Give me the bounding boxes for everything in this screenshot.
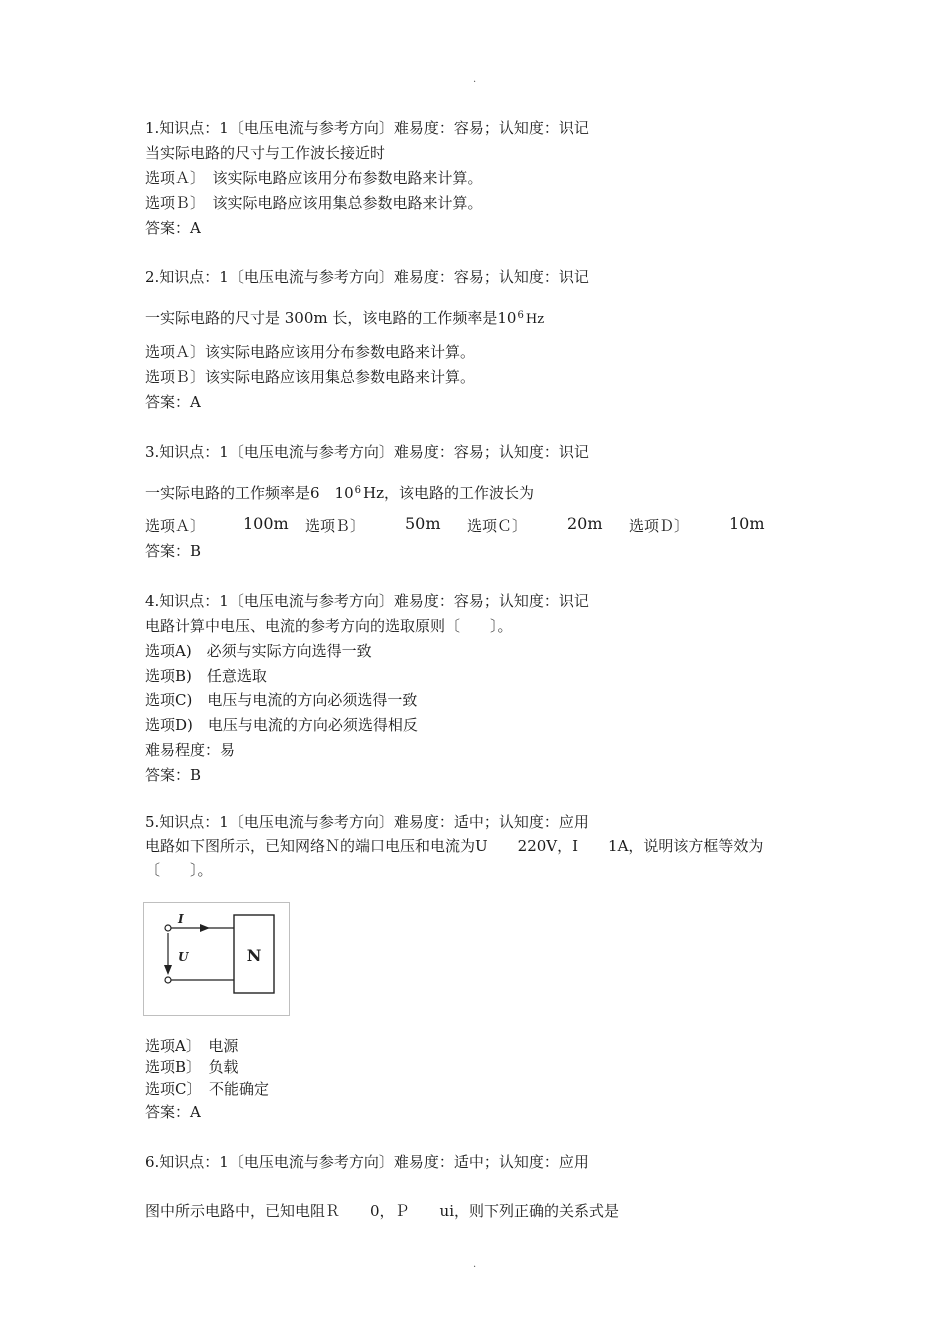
q3-header: 3.知识点：1〔电压电流与参考方向〕难易度：容易；认知度：识记: [145, 443, 589, 461]
q3-option-c-value: 20m: [567, 514, 603, 533]
terminal-top: [165, 925, 171, 931]
q5-option-b: 选项B〕 负载: [145, 1058, 239, 1076]
q5-stem-line1: 电路如下图所示，已知网络Ｎ的端口电压和电流为U 220V，I 1A，说明该方框等效为: [145, 837, 764, 855]
terminal-bottom: [165, 977, 171, 983]
q3-option-b-label: 选项Ｂ〕: [305, 517, 366, 535]
q3-option-a-label: 选项Ａ〕: [145, 517, 206, 535]
q2-header: 2.知识点：1〔电压电流与参考方向〕难易度：容易；认知度：识记: [145, 268, 589, 286]
q3-option-d-value: 10m: [729, 514, 765, 533]
q1-option-b: 选项Ｂ〕 该实际电路应该用集总参数电路来计算。: [145, 194, 483, 212]
q3-option-c-label: 选项Ｃ〕: [467, 517, 528, 535]
q3-option-b-value: 50m: [405, 514, 441, 533]
q3-stem-unit: Hz，该电路的工作波长为: [363, 484, 535, 502]
voltage-arrow-icon: [164, 965, 172, 975]
footer-dot: .: [473, 1259, 477, 1270]
circuit-figure: [143, 902, 290, 1016]
q4-header: 4.知识点：1〔电压电流与参考方向〕难易度：容易；认知度：识记: [145, 592, 589, 610]
q3-stem-exponent: 6: [354, 485, 362, 496]
q5-stem-line2: 〔 〕。: [145, 861, 213, 879]
q6-stem: 图中所示电路中，已知电阻Ｒ 0，Ｐ ui，则下列正确的关系式是: [145, 1202, 620, 1220]
q4-option-a: 选项A) 必须与实际方向选得一致: [145, 642, 372, 660]
q3-stem: [145, 481, 534, 503]
q3-answer: 答案：B: [145, 542, 202, 560]
q2-option-b: 选项Ｂ〕该实际电路应该用集总参数电路来计算。: [145, 368, 476, 386]
current-label: I: [178, 912, 184, 926]
q5-answer: 答案：A: [145, 1103, 201, 1121]
q5-option-c: 选项C〕 不能确定: [145, 1080, 269, 1098]
box-label: N: [246, 946, 262, 965]
q4-difficulty: 难易程度：易: [145, 741, 236, 759]
q4-option-d: 选项D) 电压与电流的方向必须选得相反: [145, 716, 418, 734]
q4-answer: 答案：B: [145, 766, 202, 784]
q2-stem-unit: Hz: [525, 312, 545, 327]
q2-answer: 答案：A: [145, 393, 201, 411]
q3-option-a-value: 100m: [243, 514, 289, 533]
voltage-label: U: [178, 950, 189, 964]
q4-stem: 电路计算中电压、电流的参考方向的选取原则〔 〕。: [145, 617, 513, 635]
q1-answer: 答案：A: [145, 219, 201, 237]
q6-header: 6.知识点：1〔电压电流与参考方向〕难易度：适中；认知度：应用: [145, 1153, 589, 1171]
q1-option-a: 选项Ａ〕 该实际电路应该用分布参数电路来计算。: [145, 169, 483, 187]
q5-option-a: 选项A〕 电源: [145, 1037, 239, 1055]
q2-stem-text: 一实际电路的尺寸是 300m 长，该电路的工作频率是10: [145, 309, 517, 327]
q3-options-row: [145, 516, 845, 538]
q4-option-c: 选项C) 电压与电流的方向必须选得一致: [145, 691, 418, 709]
q5-header: 5.知识点：1〔电压电流与参考方向〕难易度：适中；认知度：应用: [145, 813, 589, 831]
q3-option-d-label: 选项Ｄ〕: [629, 517, 690, 535]
q1-stem: 当实际电路的尺寸与工作波长接近时: [145, 144, 386, 162]
q2-stem-exponent: 6: [517, 310, 524, 321]
q2-stem: [145, 306, 544, 330]
q3-stem-text: 一实际电路的工作频率是6 10: [145, 484, 354, 502]
q1-header: 1.知识点：1〔电压电流与参考方向〕难易度：容易；认知度：识记: [145, 119, 589, 137]
header-dot: .: [473, 74, 477, 85]
q2-option-a: 选项Ａ〕该实际电路应该用分布参数电路来计算。: [145, 343, 476, 361]
current-arrow-icon: [200, 924, 210, 932]
circuit-diagram: [144, 903, 289, 1015]
q4-option-b: 选项B) 任意选取: [145, 667, 267, 685]
